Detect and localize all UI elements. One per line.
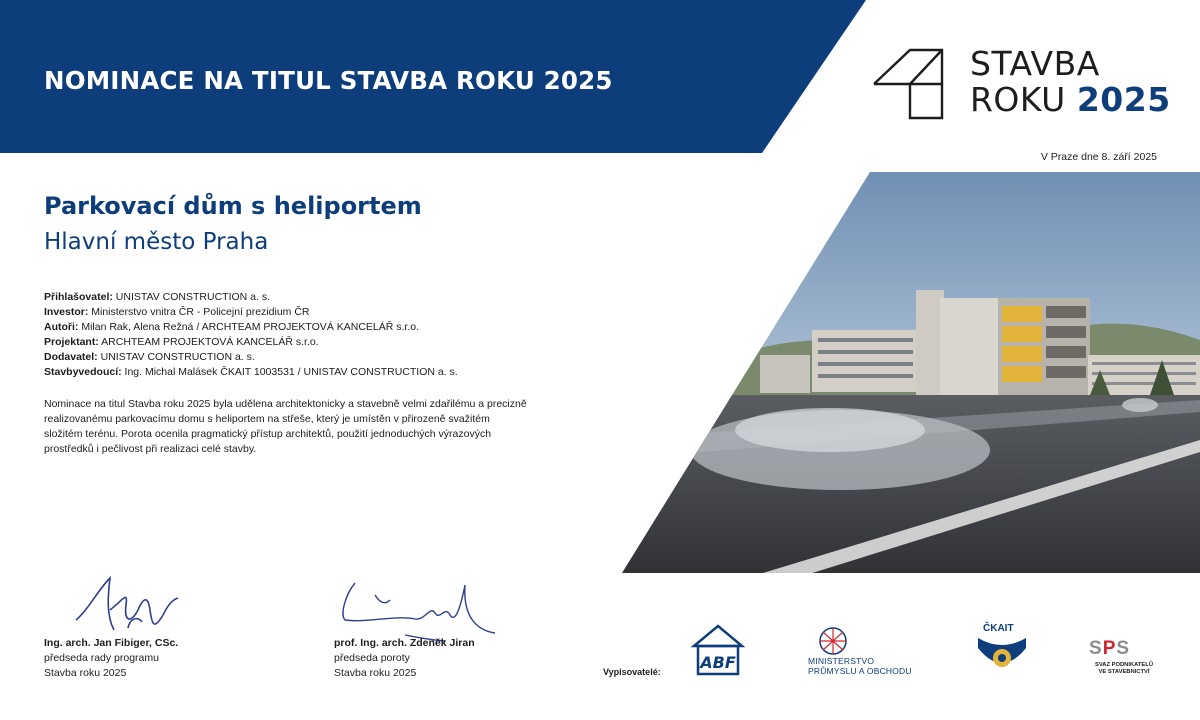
nomination-description: Nominace na titul Stavba roku 2025 byla udělena architektonicky a stavebně velmi zdařilému a precizně realizovanému parkovacímu domu s heliportem na střeše, který je umístěn v přirozeně svažitém složitém terénu. Porota ocenila pragmatický přístup architektů, použití jednoduchých výrazových prostředků i pečlivost při realizaci celé stavby. <box>44 398 527 455</box>
mpo-logo-text: MINISTERSTVO PRŮMYSLU A OBCHODU <box>808 656 912 676</box>
detail-row: Stavbyvedoucí: Ing. Michal Malásek ČKAIT 1003531 / UNISTAV CONSTRUCTION a. s. <box>44 366 458 378</box>
stavba-roku-logo <box>970 46 1171 118</box>
signatory-program: Stavba roku 2025 <box>44 667 127 679</box>
detail-row: Dodavatel: UNISTAV CONSTRUCTION a. s. <box>44 351 255 363</box>
logo-line2 <box>970 82 1171 118</box>
detail-row: Přihlašovatel: UNISTAV CONSTRUCTION a. s. <box>44 291 270 303</box>
ckait-label: ČKAIT <box>983 623 1014 634</box>
mpo-logo-icon <box>808 626 858 656</box>
signatory-name: prof. Ing. arch. Zdeněk Jiran <box>334 637 475 649</box>
issue-date: V Praze dne 8. září 2025 <box>1040 151 1157 163</box>
signature-fibiger <box>68 570 188 640</box>
abf-logo-text: ABF <box>700 653 736 672</box>
sponsors-label: Vypisovatelé: <box>603 667 661 677</box>
signature-block-1 <box>44 636 178 681</box>
signatory-name: Ing. arch. Jan Fibiger, CSc. <box>44 637 179 649</box>
signatory-role: předseda rady programu <box>44 652 159 664</box>
banner-title: NOMINACE NA TITUL STAVBA ROKU 2025 <box>44 66 613 95</box>
detail-row: Autoři: Milan Rak, Alena Režná / ARCHTEAM PROJEKTOVÁ KANCELÁŘ s.r.o. <box>44 321 420 333</box>
logo-line1: STAVBA <box>970 44 1100 83</box>
sps-logo: SPS <box>1089 638 1131 659</box>
logo-roku: ROKU <box>970 80 1077 119</box>
signatory-program: Stavba roku 2025 <box>334 667 417 679</box>
abf-logo-icon <box>690 624 746 678</box>
ckait-logo-icon <box>976 634 1028 678</box>
sps-logo-subtitle: SVAZ PODNIKATELŮ VE STAVEBNICTVÍ <box>1094 662 1154 675</box>
signatory-role: předseda poroty <box>334 652 410 664</box>
project-title: Parkovací dům s heliportem <box>44 192 422 220</box>
signature-block-2 <box>334 636 475 681</box>
detail-row: Investor: Ministerstvo vnitra ČR - Policejní prezidium ČR <box>44 306 310 318</box>
project-details <box>44 290 458 380</box>
detail-row: Projektant: ARCHTEAM PROJEKTOVÁ KANCELÁŘ s.r.o. <box>44 336 319 348</box>
logo-year: 2025 <box>1076 80 1171 119</box>
project-place: Hlavní město Praha <box>44 229 269 255</box>
signature-jiran <box>335 575 505 645</box>
